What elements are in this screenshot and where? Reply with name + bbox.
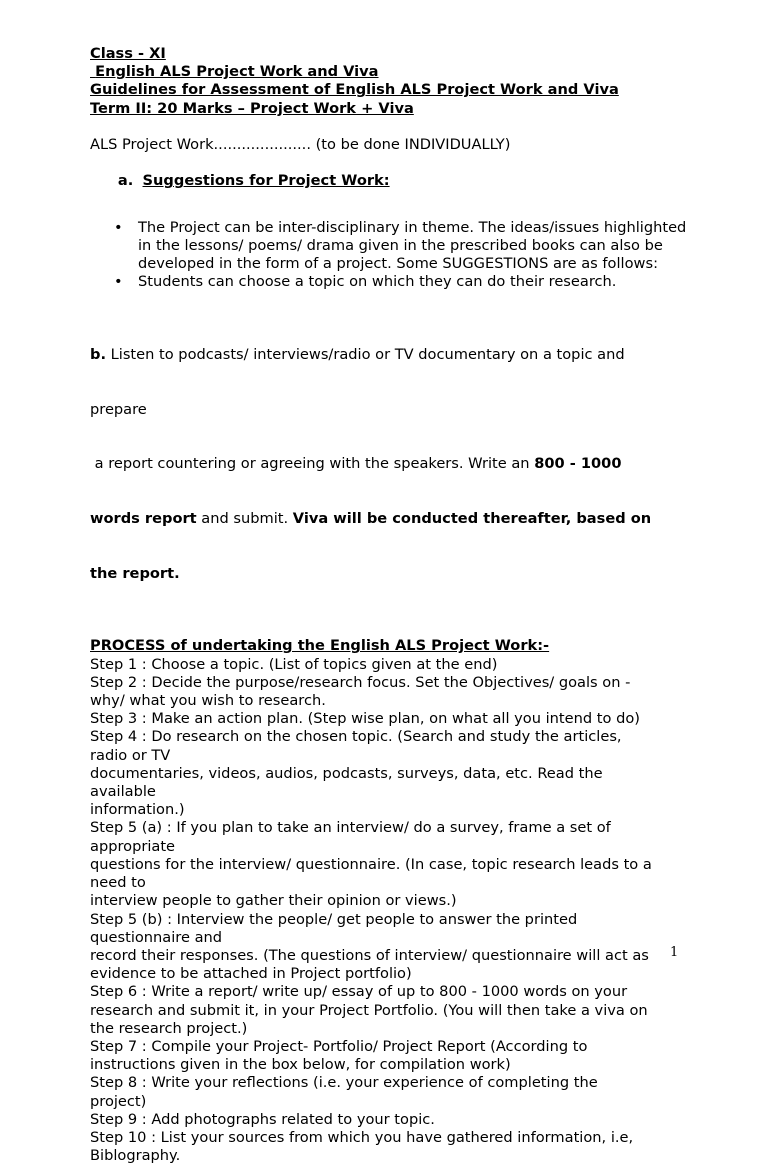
process-step-line: interview people to gather their opinion or views.) <box>90 892 457 910</box>
term-line: Term II: 20 Marks – Project Work + Viva <box>90 99 414 117</box>
bullet-icon: • <box>114 273 123 291</box>
process-step-line: Step 5 (b) : Interview the people/ get people to answer the printed <box>90 910 578 928</box>
process-step-line: Step 6 : Write a report/ write up/ essay of up to 800 - 1000 words on your <box>90 983 628 1001</box>
process-step-line: appropriate <box>90 837 176 855</box>
process-step-line: the research project.) <box>90 1019 248 1037</box>
page-number: 1 <box>670 945 679 960</box>
process-step-line: information.) <box>90 801 185 819</box>
list-item <box>90 219 690 274</box>
project-title: English ALS Project Work and Viva <box>90 63 379 81</box>
document-body <box>90 45 690 1165</box>
process-step-line: Step 2 : Decide the purpose/research focus. Set the Objectives/ goals on - <box>90 673 631 691</box>
process-step-line: questions for the interview/ questionnaire. (In case, topic research leads to a <box>90 855 652 873</box>
bullet-icon: • <box>114 218 123 236</box>
process-step-line: Step 1 : Choose a topic. (List of topics given at the end) <box>90 655 498 673</box>
process-heading: PROCESS of undertaking the English ALS Project Work:- <box>90 637 550 655</box>
process-step-line: instructions given in the box below, for compilation work) <box>90 1056 511 1074</box>
section-a-title: Suggestions for Project Work: <box>142 172 390 190</box>
section-a-label: a. <box>117 172 134 190</box>
process-step-line: Step 8 : Write your reflections (i.e. your experience of completing the <box>90 1074 598 1092</box>
guidelines-title: Guidelines for Assessment of English ALS Project Work and Viva <box>90 81 619 99</box>
list-item <box>90 273 690 291</box>
process-step-line: why/ what you wish to research. <box>90 692 326 710</box>
section-b-label: b. <box>90 346 106 364</box>
list-item-text: Students can choose a topic on which they can do their research. <box>138 273 617 291</box>
process-step-line: Biblography. <box>90 1147 181 1165</box>
process-step-line: need to <box>90 874 146 892</box>
process-step-line: project) <box>90 1092 147 1110</box>
section-a-heading <box>90 154 690 209</box>
process-step-line: Step 4 : Do research on the chosen topic. (Search and study the articles, <box>90 728 622 746</box>
process-step-line: questionnaire and <box>90 928 223 946</box>
process-step-line: research and submit it, in your Project Portfolio. (You will then take a viva on <box>90 1001 648 1019</box>
process-step-line: radio or TV <box>90 746 171 764</box>
process-steps <box>90 656 690 1165</box>
process-step-line: Step 3 : Make an action plan. (Step wise plan, on what all you intend to do) <box>90 710 640 728</box>
process-step-line: record their responses. (The questions of interview/ questionnaire will act as <box>90 946 649 964</box>
class-heading: Class - XI <box>90 45 166 62</box>
process-step-line: Step 7 : Compile your Project- Portfolio/ Project Report (According to <box>90 1037 588 1055</box>
process-step-line: documentaries, videos, audios, podcasts, surveys, data, etc. Read the <box>90 764 603 782</box>
process-step-line: Step 5 (a) : If you plan to take an interview/ do a survey, frame a set of <box>90 819 611 837</box>
list-item-text: The Project can be inter-disciplinary in theme. The ideas/issues highlighted in the lessons/ poems/ drama given in the prescribed books can also be developed in the form of a project. Some SUGGESTIONS are as follows: <box>138 218 687 273</box>
process-step-line: evidence to be attached in Project portfolio) <box>90 965 412 983</box>
process-step-line: Step 9 : Add photographs related to your topic. <box>90 1110 435 1128</box>
project-work-line: ALS Project Work..................... (to be done INDIVIDUALLY) <box>90 136 511 153</box>
section-b-paragraph: b. Listen to podcasts/ interviews/radio or TV documentary on a topic and prepare a report countering or agreeing with the speakers. Write an 800 - 1000 words report and submit. Viva will be conducted thereafter, based on the report. <box>90 346 652 582</box>
process-step-line: Step 10 : List your sources from which you have gathered information, i.e, <box>90 1128 634 1146</box>
suggestion-list <box>90 219 690 292</box>
process-step-line: available <box>90 783 156 801</box>
